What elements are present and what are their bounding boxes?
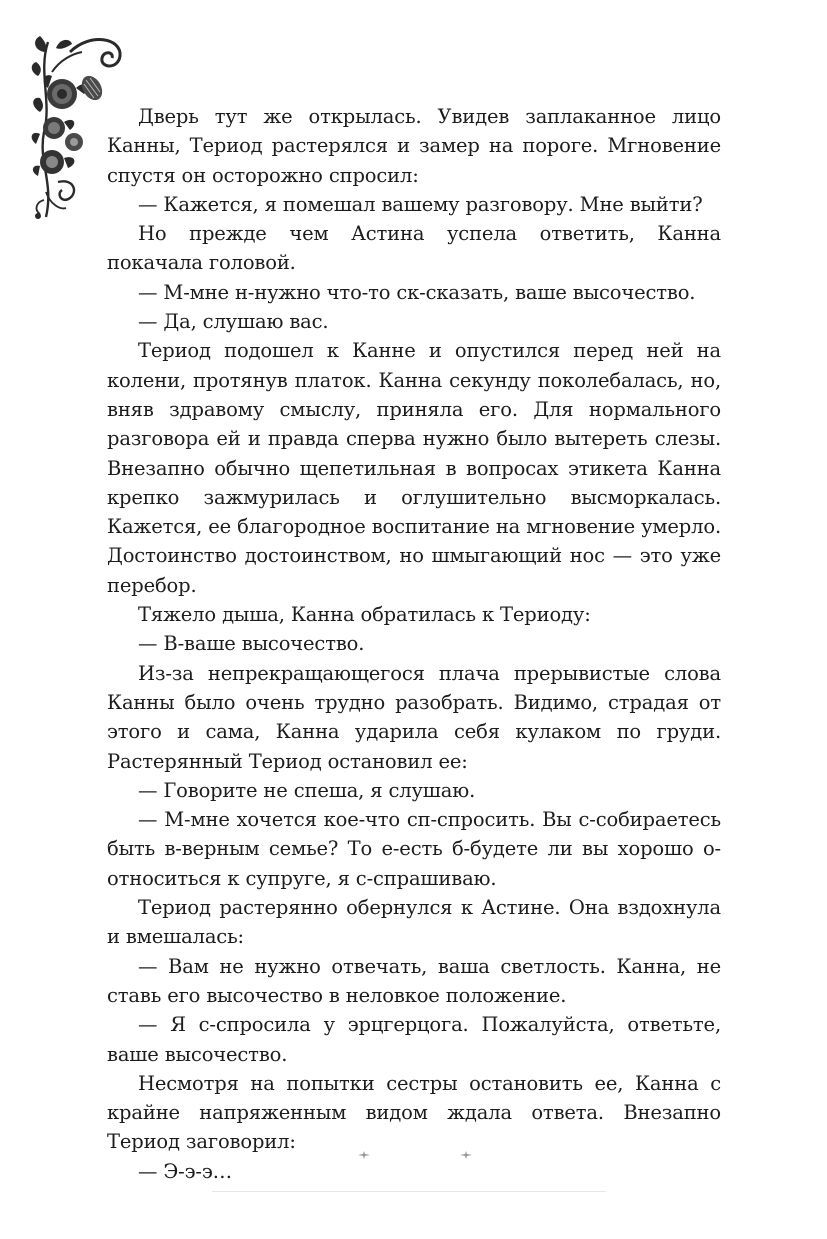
- dialogue-line: — Э-э-э…: [138, 1159, 232, 1183]
- dialogue-line: — Да, слушаю вас.: [138, 310, 329, 334]
- dialogue-line: — Я с-спросила у эрцгерцога. Пожалуйста, ответьте, ваше высочество.: [107, 1013, 721, 1066]
- small-star-ornament-icon: [357, 1150, 371, 1160]
- body-text: [107, 102, 721, 1186]
- dialogue-line: — В-ваше высочество.: [138, 632, 365, 656]
- footer-divider: [212, 1191, 606, 1192]
- paragraph: Дверь тут же открылась. Увидев заплаканное лицо Канны, Териод растерялся и замер на пороге. Мгновение спустя он осторожно спросил:: [107, 105, 721, 187]
- paragraph: Териод подошел к Канне и опустился перед ней на колени, протянув платок. Канна секунду поколебалась, но, вняв здравому смыслу, приняла его. Для нормального разговора ей и правда сперва нужно было вытереть слезы. Внезапно обычно щепетильная в вопросах этикета Канна крепко зажмурилась и оглушительно высморкалась. Кажется, ее благородное воспитание на мгновение умерло. Достоинство достоинством, но шмыгающий нос — это уже перебор.: [107, 339, 722, 597]
- paragraph: Тяжело дыша, Канна обратилась к Териоду:: [138, 603, 591, 627]
- paragraph: Несмотря на попытки сестры остановить ее, Канна с крайне напряженным видом ждала ответа. Внезапно Териод заговорил:: [107, 1071, 721, 1154]
- paragraph: Из-за непрекращающегося плача прерывистые слова Канны было очень трудно разобрать. Видимо, страдая от этого и сама, Канна ударила себя кулаком по груди. Растерянный Териод остановил ее:: [107, 661, 721, 773]
- dialogue-line: — Говорите не спеша, я слушаю.: [138, 778, 476, 802]
- paragraph: Териод растерянно обернулся к Астине. Она вздохнула и вмешалась:: [107, 896, 721, 949]
- dialogue-line: — М-мне хочется кое-что сп-спросить. Вы с-собираетесь быть в-верным семье? То е-есть б-будете ли вы хорошо о-относиться к супруге, я с-спрашиваю.: [107, 808, 721, 890]
- small-star-ornament-icon: [459, 1150, 473, 1160]
- paragraph: Но прежде чем Астина успела ответить, Канна покачала головой.: [107, 222, 721, 275]
- dialogue-line: — М-мне н-нужно что-то ск-сказать, ваше высочество.: [138, 280, 696, 304]
- section-break: [0, 1150, 827, 1170]
- dialogue-line: — Кажется, я помешал вашему разговору. Мне выйти?: [138, 192, 703, 216]
- dialogue-line: — Вам не нужно отвечать, ваша светлость. Канна, не ставь его высочество в неловкое положение.: [107, 954, 721, 1007]
